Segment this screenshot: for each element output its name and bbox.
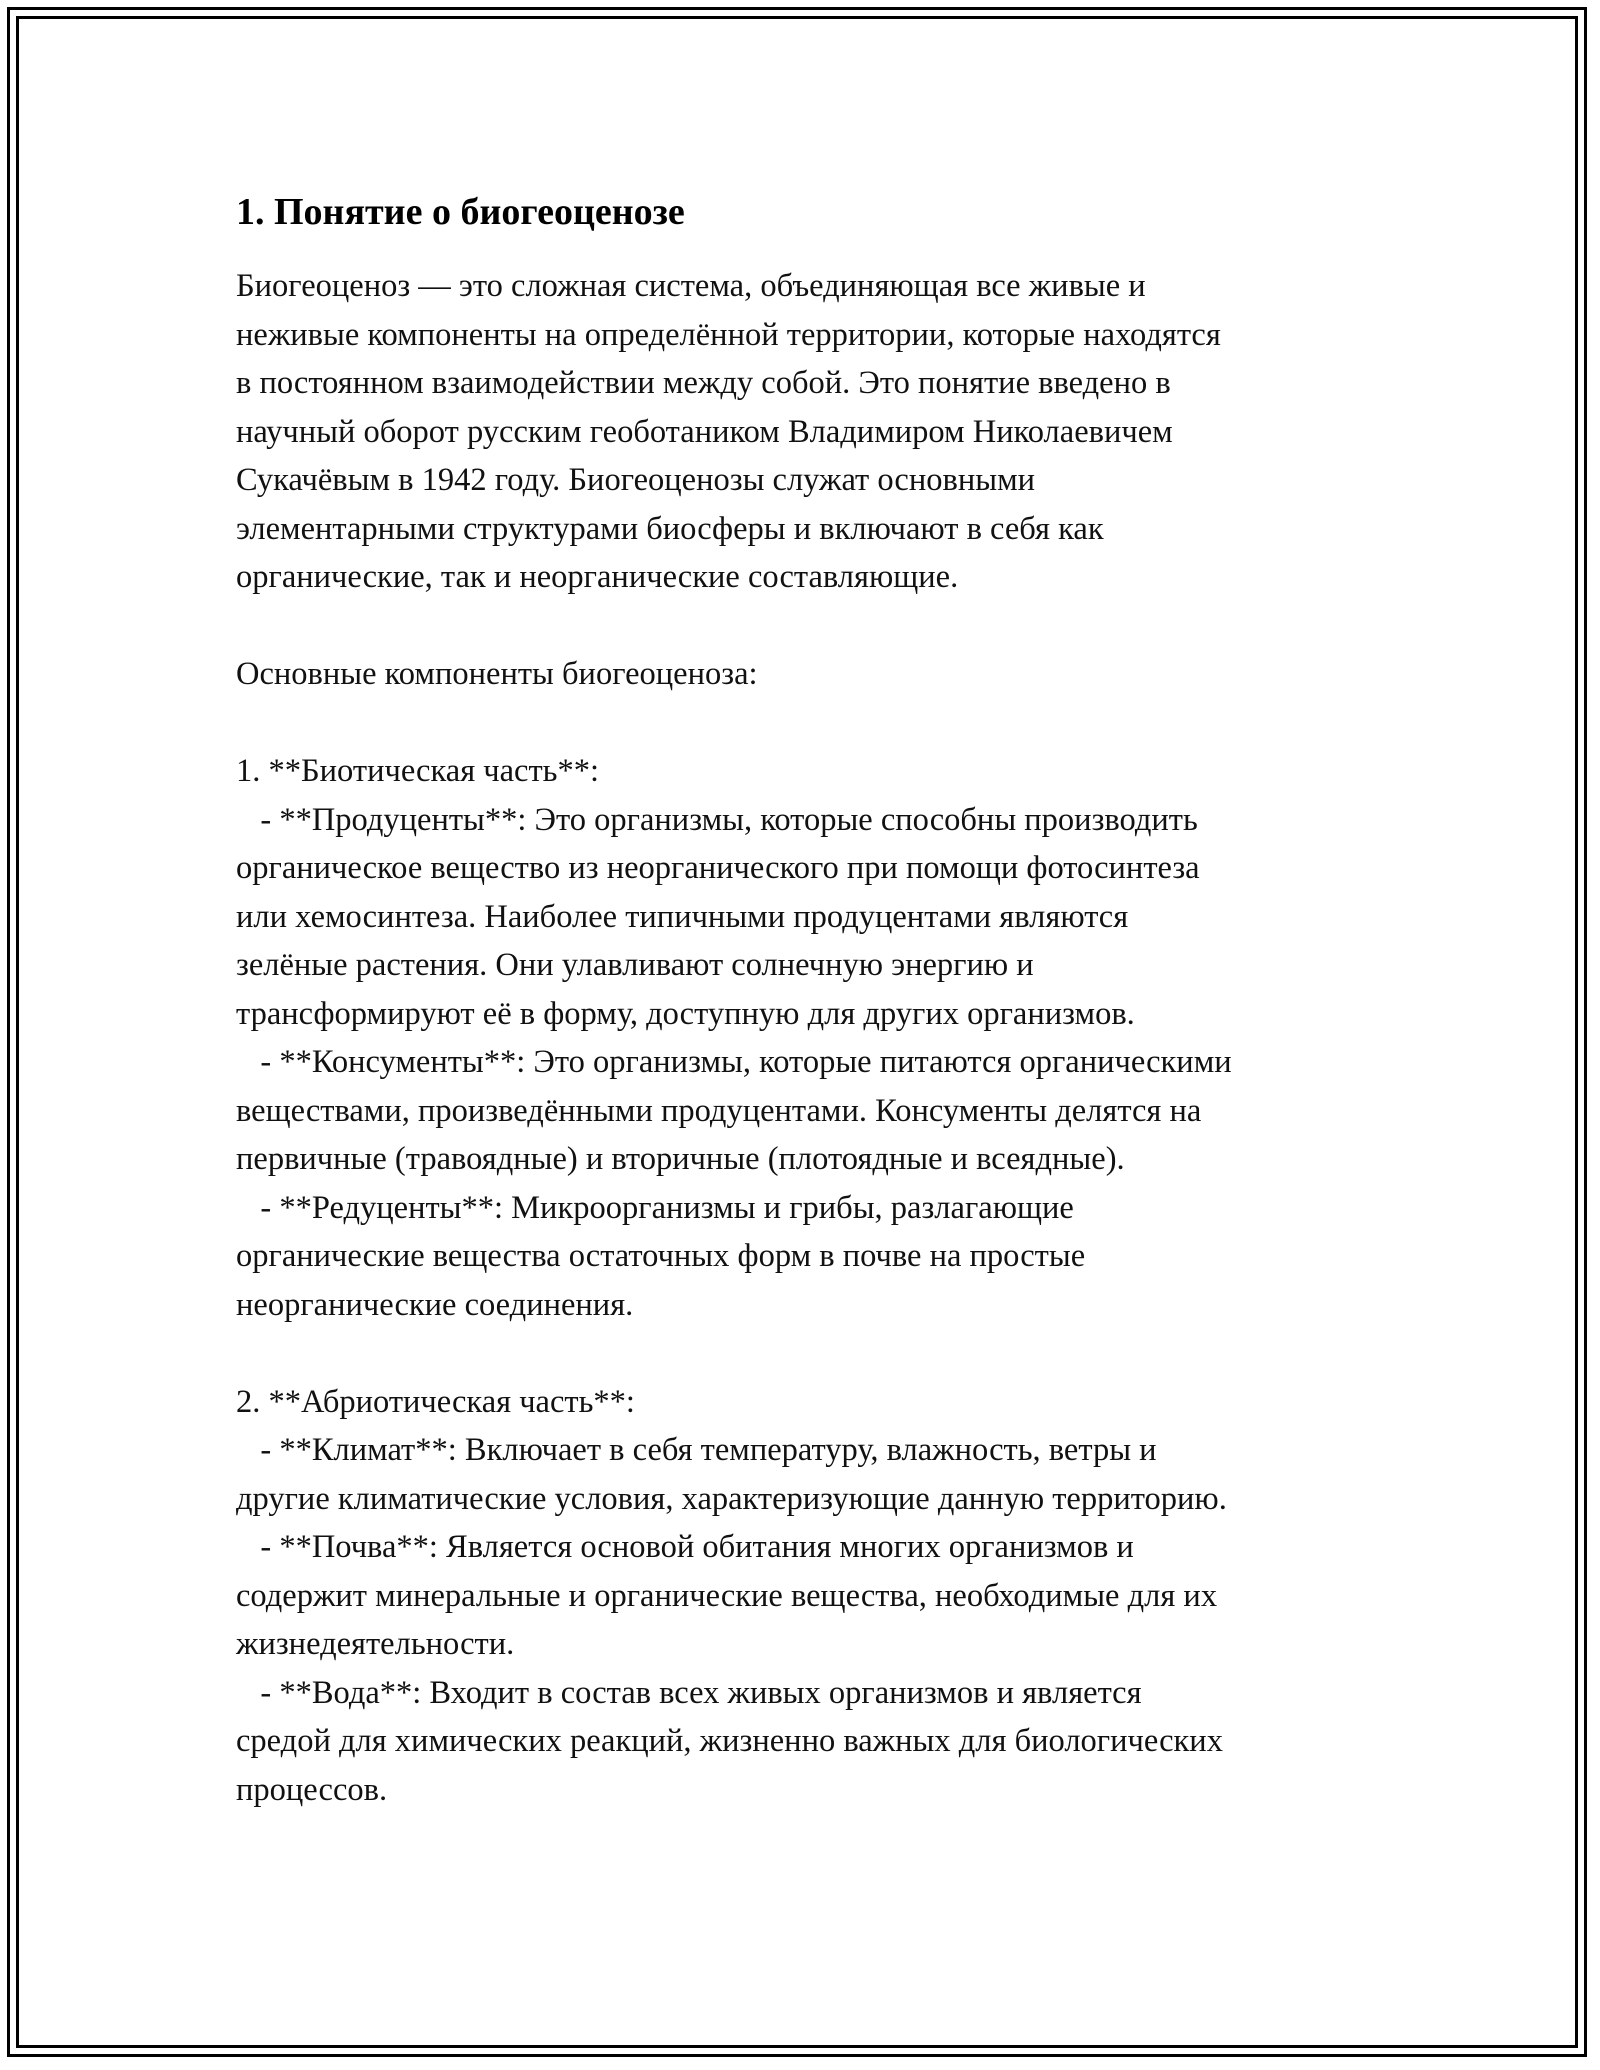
paragraph-spacer: [236, 602, 1386, 651]
water-item: - **Вода**: Входит в состав всех живых организмов и является средой для химических реакций, жизненно важных для биологических процессов.: [236, 1674, 1223, 1808]
climate-item: - **Климат**: Включает в себя температуру, влажность, ветры и другие климатические условия, характеризующие данную территорию.: [236, 1432, 1227, 1517]
paragraph-spacer: [236, 699, 1386, 748]
producers-item: - **Продуценты**: Это организмы, которые способны производить органическое вещество из неорганического при помощи фотосинтеза или хемосинтеза. Наиболее типичными продуцентами являются зелёные растения. Они улавливают солнечную энергию и трансформируют её в форму, доступную для других организмов.: [236, 801, 1200, 1032]
section-heading: 1. Понятие о биогеоценозе: [236, 191, 685, 233]
abiotic-title: 2. **Абриотическая часть**:: [236, 1383, 635, 1420]
biotic-title: 1. **Биотическая часть**:: [236, 753, 600, 789]
consumers-item: - **Консументы**: Это организмы, которые питаются органическими веществами, произведёнными продуцентами. Консументы делятся на первичные (травоядные) и вторичные (плотоядные и всеядные).: [236, 1044, 1232, 1177]
reducers-item: - **Редуценты**: Микроорганизмы и грибы, разлагающие органические вещества остаточных форм в почве на простые неорганические соединения.: [236, 1189, 1086, 1323]
soil-item: - **Почва**: Является основой обитания многих организмов и содержит минеральные и органические вещества, необходимые для их жизнедеятельности.: [236, 1529, 1218, 1662]
intro-paragraph: Биогеоценоз — это сложная система, объединяющая все живые и неживые компоненты на определённой территории, которые находятся в постоянном взаимодействии между собой. Это понятие введено в научный оборот русским геоботаником Владимиром Николаевичем Сукачёвым в 1942 году. Биогеоценозы служат основными элементарными структурами биосферы и включают в себя как органические, так и неорганические составляющие.: [236, 268, 1221, 595]
paragraph-spacer: [236, 1329, 1386, 1378]
components-title: Основные компоненты биогеоценоза:: [236, 656, 758, 692]
document-body: [236, 186, 1386, 1814]
